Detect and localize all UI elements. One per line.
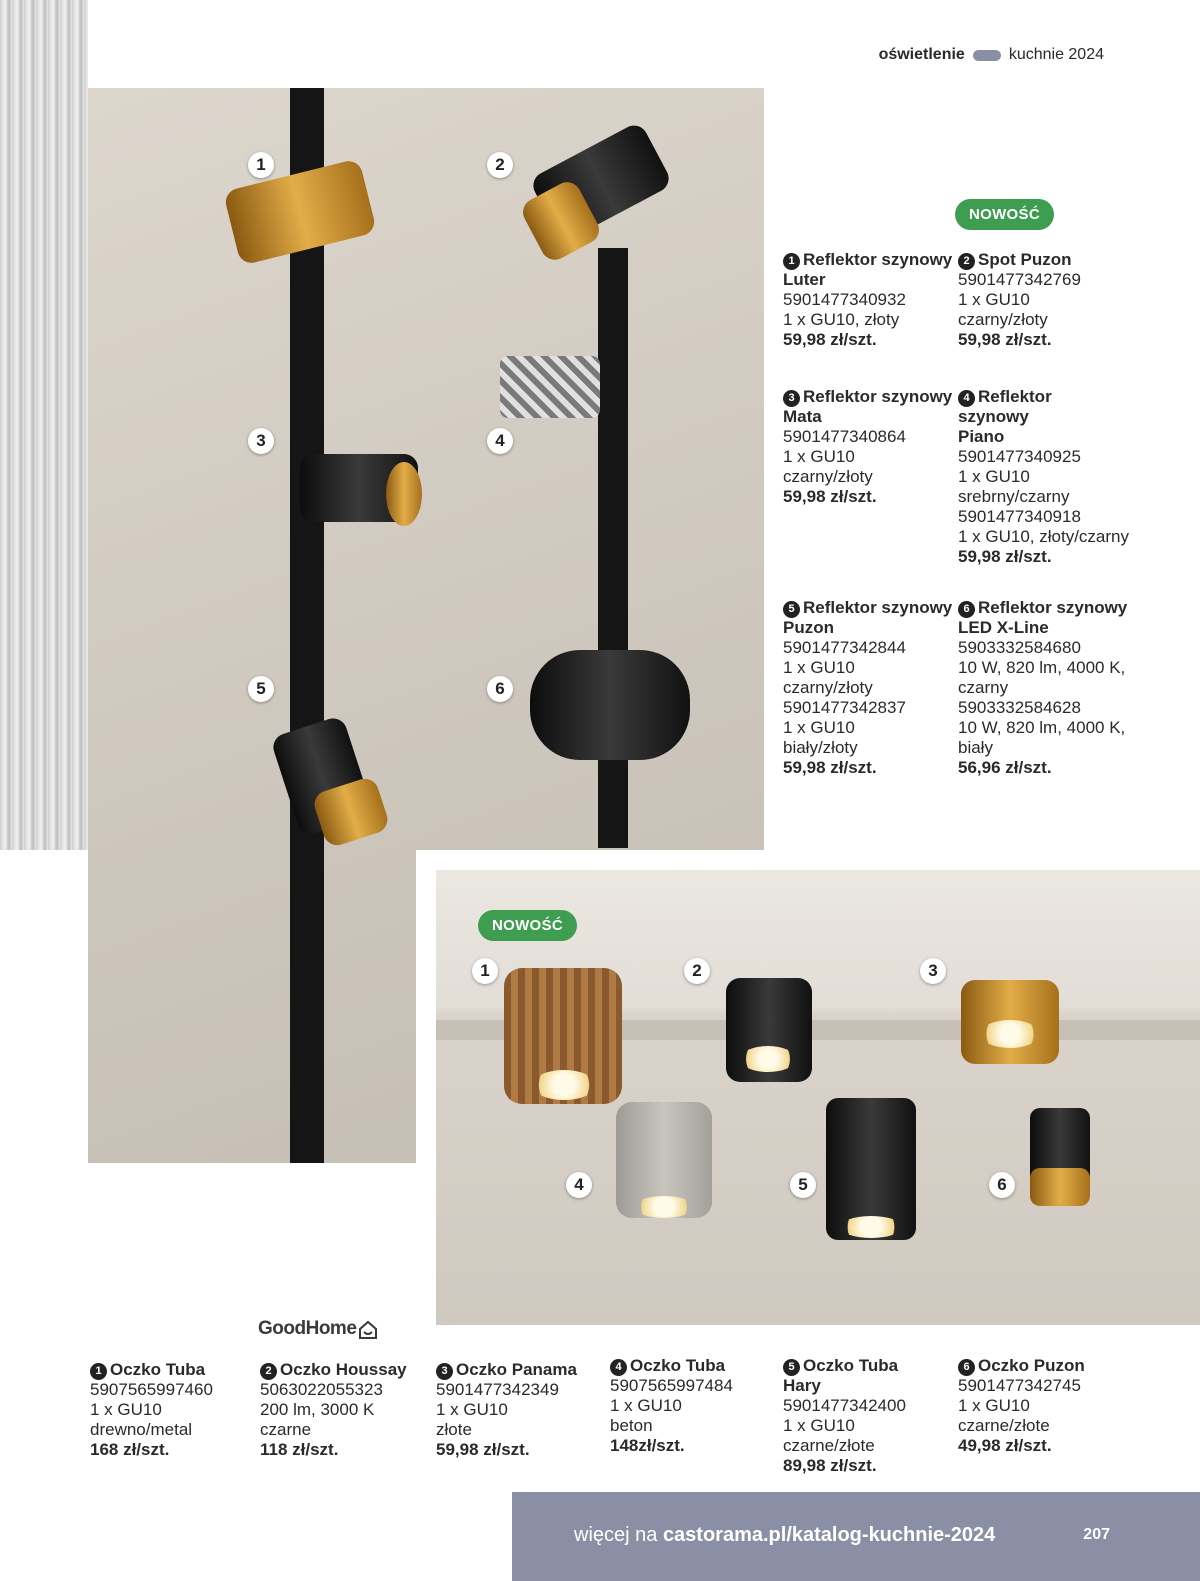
number-dot: 2 [260,1363,277,1380]
number-dot: 5 [783,1359,800,1376]
photo1-marker-3: 3 [248,428,274,454]
number-dot: 3 [436,1363,453,1380]
bottom-product-4 [610,1356,775,1456]
photo1-marker-5: 5 [248,676,274,702]
brand-name: GoodHome [258,1318,357,1339]
photo1-marker-6: 6 [487,676,513,702]
product-ean: 5901477340864 [783,427,906,446]
cta-prefix: więcej na [574,1524,663,1546]
product-ean: 5901477340932 [783,290,906,309]
product-ean: 5907565997460 [90,1380,213,1399]
photo2-marker-6: 6 [989,1172,1015,1198]
top-product-1 [783,250,958,350]
spot-1-light [532,1070,596,1100]
bottom-product-1 [90,1360,255,1460]
lamp-4-piano [500,356,600,418]
product-spec: 1 x GU10 [958,467,1030,486]
product-color: czarne/złote [783,1436,875,1455]
photo2-marker-1: 1 [472,958,498,984]
product-price: 148zł/szt. [610,1436,685,1455]
photo1-marker-4: 4 [487,428,513,454]
top-product-3 [783,387,958,507]
cta-url[interactable]: castorama.pl/katalog-kuchnie-2024 [662,1524,996,1546]
catalog-link[interactable] [574,1524,995,1547]
footer-bar [512,1492,1200,1581]
product-ean: 5901477342349 [436,1380,559,1399]
new-badge-top: NOWOŚĆ [955,199,1054,230]
product-color: czarne/złote [958,1416,1050,1435]
product-color-2: biały/złoty [783,738,858,757]
product-spec: 10 W, 820 lm, 4000 K, [958,658,1126,677]
product-spec: 1 x GU10 [783,1416,855,1435]
bottom-product-2 [260,1360,430,1460]
product-price: 59,98 zł/szt. [783,487,877,506]
product-price: 49,98 zł/szt. [958,1436,1052,1455]
photo1-marker-1: 1 [248,152,274,178]
product-spec: 1 x GU10 [783,447,855,466]
product-spec-2: 1 x GU10 [783,718,855,737]
product-color: czarne [260,1420,312,1439]
top-product-2 [958,250,1133,350]
product-ean: 5063022055323 [260,1380,383,1399]
number-dot: 2 [958,253,975,270]
product-color: drewno/metal [90,1420,193,1439]
page-header [879,46,1104,64]
product-color: czarny/złoty [958,310,1048,329]
catalog-label: kuchnie 2024 [1008,46,1104,63]
spot-5-light [840,1216,902,1238]
number-dot: 1 [90,1363,107,1380]
number-dot: 6 [958,601,975,618]
photo2-marker-2: 2 [684,958,710,984]
product-spec: 1 x GU10, złoty [783,310,900,329]
product-ean: 5903332584680 [958,638,1081,657]
number-dot: 5 [783,601,800,618]
product-spec: 1 x GU10 [610,1396,682,1415]
house-icon [358,1320,376,1338]
product-color: czarny/złoty [783,467,873,486]
product-name: 3 Reflektor szynowy Mata [783,387,953,426]
bottom-product-6 [958,1356,1128,1456]
product-color: czarny [958,678,1009,697]
product-ean: 5901477342745 [958,1376,1081,1395]
product-ean: 5901477342844 [783,638,906,657]
product-spec: 1 x GU10 [783,658,855,677]
spot-2-light [740,1046,796,1072]
product-spec: 200 lm, 3000 K [260,1400,375,1419]
product-name: 1 Reflektor szynowy Luter [783,250,953,289]
product-color-2: biały [958,738,993,757]
product-name: 1 Oczko Tuba [90,1360,255,1380]
product-price: 59,98 zł/szt. [783,330,877,349]
number-dot: 6 [958,1359,975,1376]
photo2-marker-4: 4 [566,1172,592,1198]
top-product-6 [958,598,1158,778]
spot-3-light [980,1020,1040,1048]
lamp-1-luter [223,158,377,266]
product-price: 59,98 zł/szt. [958,330,1052,349]
number-dot: 4 [958,390,975,407]
product-price: 59,98 zł/szt. [783,758,877,777]
product-price: 59,98 zł/szt. [958,547,1052,566]
lamp-6-xline [530,650,690,760]
product-color: beton [610,1416,653,1435]
number-dot: 4 [610,1359,627,1376]
product-price: 56,96 zł/szt. [958,758,1052,777]
header-divider-pill [973,50,1001,61]
product-name: 2 Spot Puzon [958,250,1133,270]
product-ean: 5901477342400 [783,1396,906,1415]
page-number: 207 [1083,1526,1110,1543]
lamp-3-mata-ring [386,462,422,526]
photo1-marker-2: 2 [487,152,513,178]
product-price: 118 zł/szt. [260,1440,339,1459]
top-product-4 [958,387,1148,567]
product-spec-2: 1 x GU10, złoty/czarny [958,527,1130,546]
product-name: 3 Oczko Panama [436,1360,601,1380]
product-name: 6 Reflektor szynowy LED X-Line [958,598,1128,637]
product-spec: 1 x GU10 [90,1400,162,1419]
bottom-product-5 [783,1356,933,1476]
product-ean: 5901477340925 [958,447,1081,466]
product-color: złote [436,1420,472,1439]
product-name: 4 Reflektor szynowy Piano [958,387,1052,446]
product-ean: 5901477342769 [958,270,1081,289]
product-color: czarny/złoty [783,678,873,697]
product-spec: 1 x GU10 [958,290,1030,309]
product-ean-2: 5903332584628 [958,698,1081,717]
product-ean-2: 5901477342837 [783,698,906,717]
photo2-marker-5: 5 [790,1172,816,1198]
bottom-product-3 [436,1360,601,1460]
spot-4-light [634,1196,694,1218]
product-ean: 5907565997484 [610,1376,733,1395]
product-name: 5 Reflektor szynowy Puzon [783,598,953,637]
product-price: 59,98 zł/szt. [436,1440,530,1459]
spot-6-puzon-ring [1030,1168,1090,1206]
product-name: 6 Oczko Puzon [958,1356,1128,1376]
number-dot: 1 [783,253,800,270]
product-price: 89,98 zł/szt. [783,1456,877,1475]
product-color: srebrny/czarny [958,487,1070,506]
number-dot: 3 [783,390,800,407]
top-product-5 [783,598,958,778]
product-spec: 1 x GU10 [958,1396,1030,1415]
product-ean-2: 5901477340918 [958,507,1081,526]
goodhome-logo [258,1318,376,1340]
product-name: 2 Oczko Houssay [260,1360,430,1380]
section-label: oświetlenie [878,46,965,63]
product-price: 168 zł/szt. [90,1440,170,1459]
new-badge-bottom: NOWOŚĆ [478,910,577,941]
photo2-marker-3: 3 [920,958,946,984]
decorative-panel-strip [0,0,88,850]
product-name: 5 Oczko Tuba Hary [783,1356,899,1395]
product-name: 4 Oczko Tuba [610,1356,775,1376]
product-spec-2: 10 W, 820 lm, 4000 K, [958,718,1126,737]
product-spec: 1 x GU10 [436,1400,508,1419]
